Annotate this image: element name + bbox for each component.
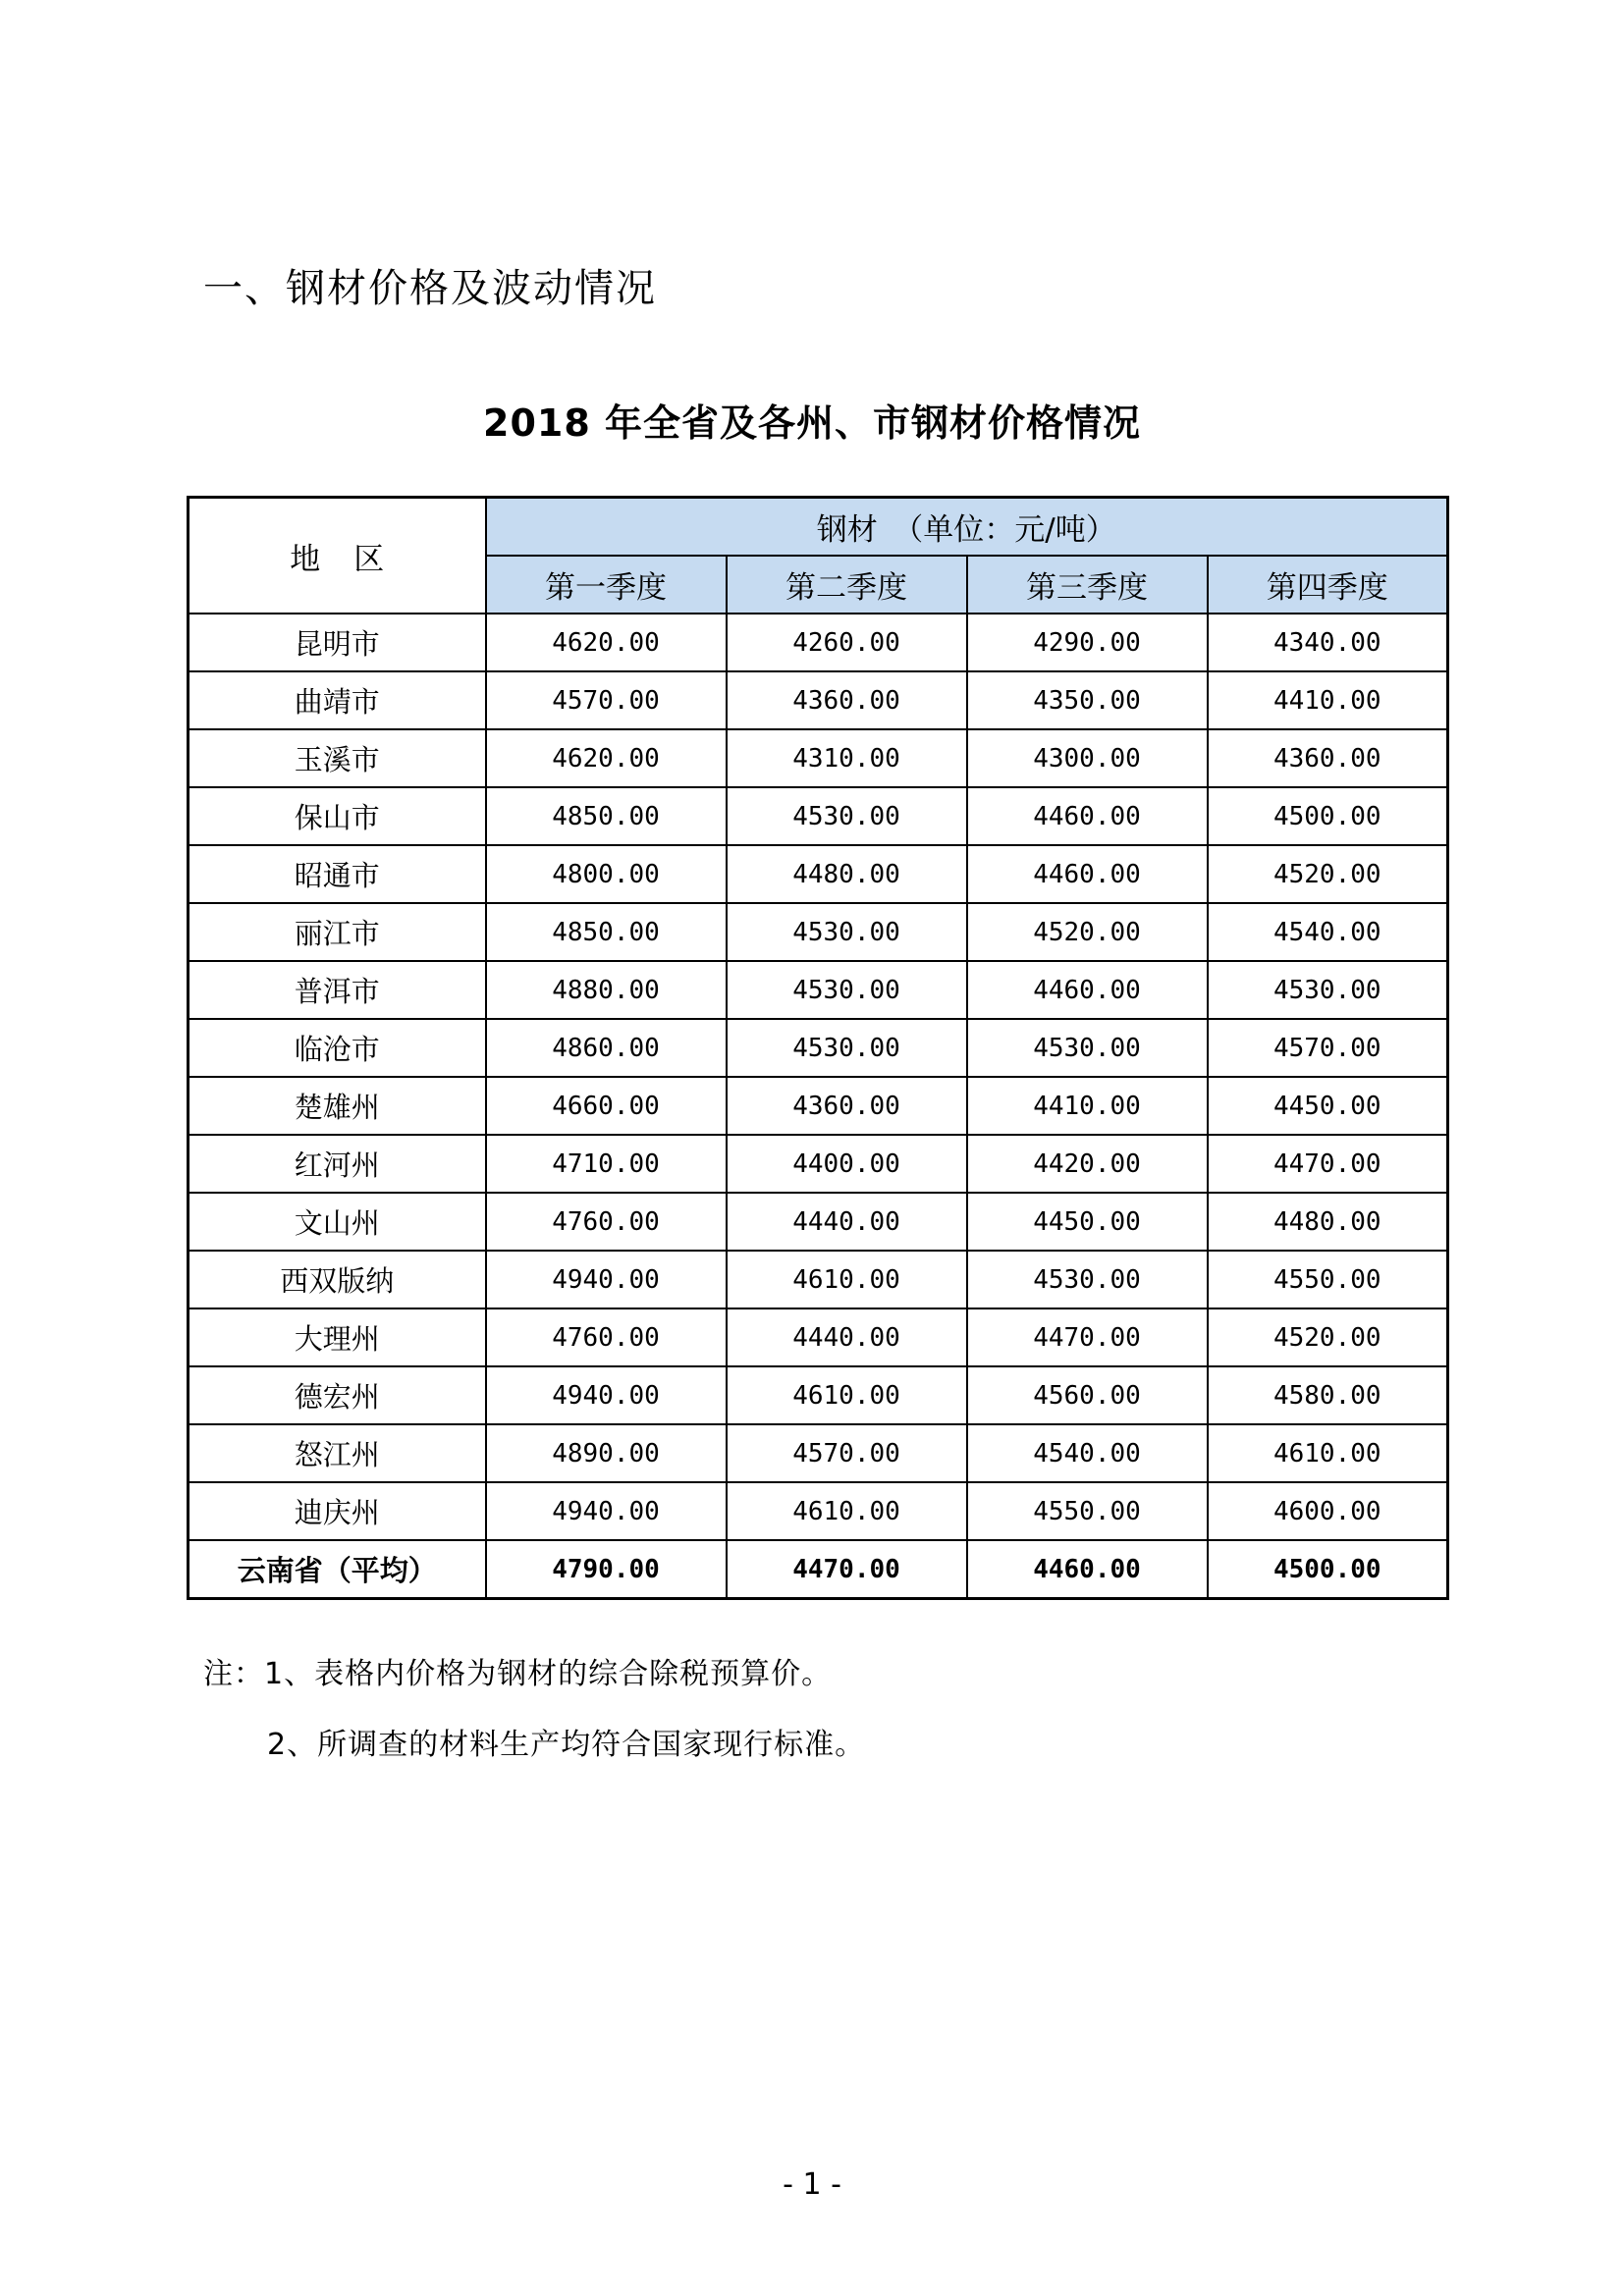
price-cell-q1: 4760.00	[486, 1193, 727, 1251]
price-cell-q4: 4610.00	[1208, 1424, 1448, 1482]
table-notes	[203, 1649, 865, 1790]
steel-price-table	[187, 496, 1449, 1600]
price-cell-q2: 4530.00	[727, 903, 967, 961]
price-cell-q2: 4310.00	[727, 729, 967, 787]
average-price-q3: 4460.00	[967, 1540, 1208, 1599]
price-cell-q1: 4710.00	[486, 1135, 727, 1193]
price-cell-q3: 4450.00	[967, 1193, 1208, 1251]
region-cell: 临沧市	[189, 1019, 486, 1077]
region-cell: 文山州	[189, 1193, 486, 1251]
region-column-header: 地区	[189, 498, 486, 614]
quarter-2-header: 第二季度	[727, 556, 967, 614]
table-row	[189, 729, 1448, 787]
price-cell-q4: 4480.00	[1208, 1193, 1448, 1251]
price-cell-q2: 4440.00	[727, 1193, 967, 1251]
table-row	[189, 787, 1448, 845]
price-cell-q2: 4610.00	[727, 1366, 967, 1424]
region-cell: 曲靖市	[189, 671, 486, 729]
price-cell-q3: 4560.00	[967, 1366, 1208, 1424]
price-cell-q2: 4530.00	[727, 1019, 967, 1077]
price-cell-q4: 4450.00	[1208, 1077, 1448, 1135]
region-cell: 昭通市	[189, 845, 486, 903]
average-price-q2: 4470.00	[727, 1540, 967, 1599]
table-row	[189, 1482, 1448, 1540]
table-row	[189, 1193, 1448, 1251]
region-cell: 迪庆州	[189, 1482, 486, 1540]
price-cell-q1: 4940.00	[486, 1251, 727, 1308]
price-cell-q2: 4440.00	[727, 1308, 967, 1366]
price-cell-q3: 4300.00	[967, 729, 1208, 787]
price-cell-q1: 4940.00	[486, 1482, 727, 1540]
price-cell-q4: 4520.00	[1208, 1308, 1448, 1366]
price-cell-q2: 4480.00	[727, 845, 967, 903]
price-cell-q3: 4410.00	[967, 1077, 1208, 1135]
region-cell: 德宏州	[189, 1366, 486, 1424]
price-cell-q2: 4610.00	[727, 1482, 967, 1540]
price-cell-q1: 4940.00	[486, 1366, 727, 1424]
price-cell-q4: 4410.00	[1208, 671, 1448, 729]
region-cell: 保山市	[189, 787, 486, 845]
price-cell-q2: 4360.00	[727, 671, 967, 729]
quarter-3-header: 第三季度	[967, 556, 1208, 614]
region-cell: 玉溪市	[189, 729, 486, 787]
price-cell-q3: 4290.00	[967, 614, 1208, 671]
table-row	[189, 1308, 1448, 1366]
average-price-q4: 4500.00	[1208, 1540, 1448, 1599]
price-cell-q1: 4620.00	[486, 614, 727, 671]
region-cell: 怒江州	[189, 1424, 486, 1482]
table-title: 2018 年全省及各州、市钢材价格情况	[483, 401, 1141, 445]
price-cell-q2: 4570.00	[727, 1424, 967, 1482]
region-cell: 楚雄州	[189, 1077, 486, 1135]
price-cell-q1: 4860.00	[486, 1019, 727, 1077]
table-row	[189, 614, 1448, 671]
quarter-4-header: 第四季度	[1208, 556, 1448, 614]
price-cell-q4: 4570.00	[1208, 1019, 1448, 1077]
price-cell-q3: 4540.00	[967, 1424, 1208, 1482]
price-cell-q1: 4890.00	[486, 1424, 727, 1482]
price-cell-q1: 4850.00	[486, 903, 727, 961]
table-row	[189, 903, 1448, 961]
note-2: 2、所调查的材料生产均符合国家现行标准。	[267, 1728, 866, 1762]
table-row	[189, 1019, 1448, 1077]
steel-unit-header: 钢材 （单位：元/吨）	[486, 498, 1448, 557]
price-cell-q3: 4420.00	[967, 1135, 1208, 1193]
page-number: - 1 -	[783, 2167, 841, 2202]
price-cell-q3: 4520.00	[967, 903, 1208, 961]
price-cell-q2: 4530.00	[727, 961, 967, 1019]
price-cell-q1: 4880.00	[486, 961, 727, 1019]
note-1: 注：1、表格内价格为钢材的综合除税预算价。	[203, 1657, 833, 1691]
price-cell-q4: 4470.00	[1208, 1135, 1448, 1193]
price-cell-q2: 4360.00	[727, 1077, 967, 1135]
region-cell: 普洱市	[189, 961, 486, 1019]
price-cell-q1: 4850.00	[486, 787, 727, 845]
price-cell-q4: 4580.00	[1208, 1366, 1448, 1424]
table-row	[189, 1077, 1448, 1135]
price-cell-q2: 4400.00	[727, 1135, 967, 1193]
average-row	[189, 1540, 1448, 1599]
table-row	[189, 845, 1448, 903]
region-cell: 大理州	[189, 1308, 486, 1366]
region-cell: 丽江市	[189, 903, 486, 961]
price-cell-q3: 4550.00	[967, 1482, 1208, 1540]
price-cell-q3: 4460.00	[967, 845, 1208, 903]
section-heading: 一、钢材价格及波动情况	[203, 266, 657, 311]
price-cell-q1: 4800.00	[486, 845, 727, 903]
price-cell-q1: 4620.00	[486, 729, 727, 787]
price-cell-q3: 4470.00	[967, 1308, 1208, 1366]
price-cell-q1: 4760.00	[486, 1308, 727, 1366]
average-price-q1: 4790.00	[486, 1540, 727, 1599]
price-cell-q4: 4500.00	[1208, 787, 1448, 845]
average-region-cell: 云南省（平均）	[189, 1540, 486, 1599]
price-cell-q4: 4360.00	[1208, 729, 1448, 787]
price-cell-q4: 4340.00	[1208, 614, 1448, 671]
price-cell-q4: 4550.00	[1208, 1251, 1448, 1308]
price-cell-q4: 4600.00	[1208, 1482, 1448, 1540]
price-cell-q3: 4460.00	[967, 787, 1208, 845]
table-row	[189, 1366, 1448, 1424]
region-cell: 西双版纳	[189, 1251, 486, 1308]
price-cell-q2: 4260.00	[727, 614, 967, 671]
price-cell-q3: 4530.00	[967, 1019, 1208, 1077]
quarter-1-header: 第一季度	[486, 556, 727, 614]
price-cell-q1: 4570.00	[486, 671, 727, 729]
price-cell-q3: 4350.00	[967, 671, 1208, 729]
region-cell: 红河州	[189, 1135, 486, 1193]
price-cell-q3: 4530.00	[967, 1251, 1208, 1308]
table-row	[189, 1251, 1448, 1308]
price-cell-q3: 4460.00	[967, 961, 1208, 1019]
price-cell-q4: 4520.00	[1208, 845, 1448, 903]
price-cell-q1: 4660.00	[486, 1077, 727, 1135]
table-row	[189, 1424, 1448, 1482]
table-row	[189, 1135, 1448, 1193]
table-row	[189, 961, 1448, 1019]
price-cell-q4: 4530.00	[1208, 961, 1448, 1019]
table-row	[189, 671, 1448, 729]
price-cell-q2: 4530.00	[727, 787, 967, 845]
price-cell-q4: 4540.00	[1208, 903, 1448, 961]
region-cell: 昆明市	[189, 614, 486, 671]
price-cell-q2: 4610.00	[727, 1251, 967, 1308]
